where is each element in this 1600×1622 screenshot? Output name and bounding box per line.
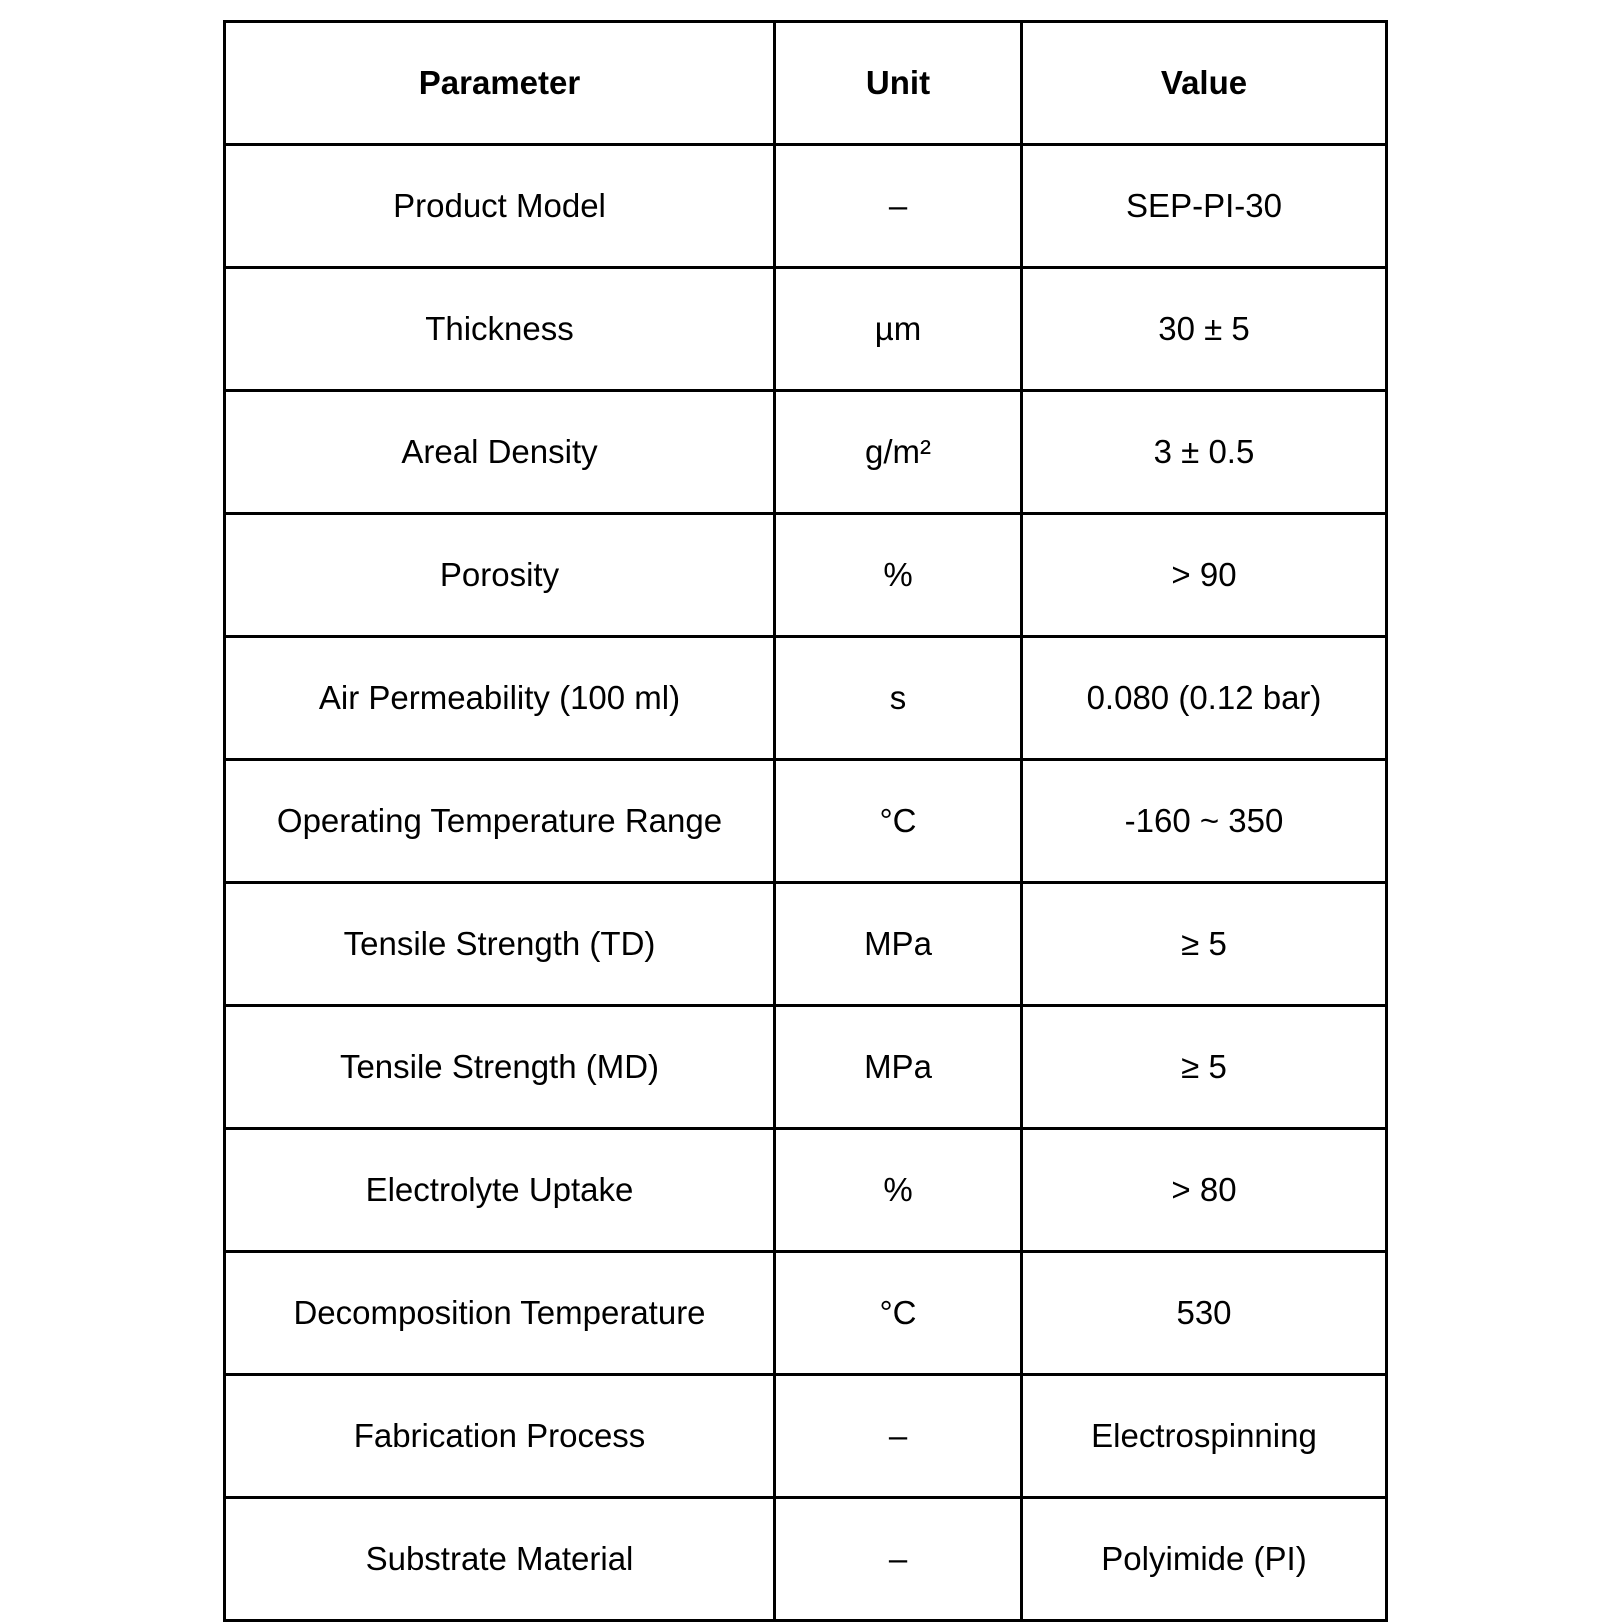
- cell-parameter: Decomposition Temperature: [225, 1252, 775, 1375]
- cell-value: > 80: [1022, 1129, 1387, 1252]
- cell-value: 0.080 (0.12 bar): [1022, 637, 1387, 760]
- cell-unit: %: [775, 514, 1022, 637]
- cell-value: Electrospinning: [1022, 1375, 1387, 1498]
- cell-unit: °C: [775, 1252, 1022, 1375]
- cell-value: 3 ± 0.5: [1022, 391, 1387, 514]
- cell-value: ≥ 5: [1022, 1006, 1387, 1129]
- cell-value: 530: [1022, 1252, 1387, 1375]
- cell-unit: MPa: [775, 1006, 1022, 1129]
- table-row: [225, 760, 1387, 883]
- header-unit: Unit: [775, 22, 1022, 145]
- cell-unit: %: [775, 1129, 1022, 1252]
- cell-parameter: Product Model: [225, 145, 775, 268]
- cell-unit: s: [775, 637, 1022, 760]
- cell-parameter: Air Permeability (100 ml): [225, 637, 775, 760]
- cell-parameter: Areal Density: [225, 391, 775, 514]
- table-row: [225, 883, 1387, 1006]
- cell-parameter: Tensile Strength (MD): [225, 1006, 775, 1129]
- table-row: [225, 637, 1387, 760]
- table-header: [225, 22, 1387, 145]
- spec-table: [223, 20, 1388, 1622]
- cell-unit: °C: [775, 760, 1022, 883]
- cell-unit: –: [775, 145, 1022, 268]
- cell-unit: MPa: [775, 883, 1022, 1006]
- cell-parameter: Porosity: [225, 514, 775, 637]
- cell-value: SEP-PI-30: [1022, 145, 1387, 268]
- header-parameter: Parameter: [225, 22, 775, 145]
- cell-value: -160 ~ 350: [1022, 760, 1387, 883]
- table-row: [225, 268, 1387, 391]
- table-body: [225, 145, 1387, 1621]
- table-row: [225, 145, 1387, 268]
- cell-parameter: Electrolyte Uptake: [225, 1129, 775, 1252]
- table-row: [225, 391, 1387, 514]
- cell-unit: –: [775, 1375, 1022, 1498]
- table-row: [225, 1498, 1387, 1621]
- cell-value: Polyimide (PI): [1022, 1498, 1387, 1621]
- cell-parameter: Fabrication Process: [225, 1375, 775, 1498]
- header-row: [225, 22, 1387, 145]
- header-value: Value: [1022, 22, 1387, 145]
- cell-parameter: Operating Temperature Range: [225, 760, 775, 883]
- cell-unit: µm: [775, 268, 1022, 391]
- cell-unit: –: [775, 1498, 1022, 1621]
- table-row: [225, 514, 1387, 637]
- table-row: [225, 1129, 1387, 1252]
- table-row: [225, 1006, 1387, 1129]
- cell-value: > 90: [1022, 514, 1387, 637]
- cell-value: 30 ± 5: [1022, 268, 1387, 391]
- cell-parameter: Tensile Strength (TD): [225, 883, 775, 1006]
- cell-unit: g/m²: [775, 391, 1022, 514]
- cell-parameter: Thickness: [225, 268, 775, 391]
- table-row: [225, 1375, 1387, 1498]
- cell-value: ≥ 5: [1022, 883, 1387, 1006]
- table-row: [225, 1252, 1387, 1375]
- cell-parameter: Substrate Material: [225, 1498, 775, 1621]
